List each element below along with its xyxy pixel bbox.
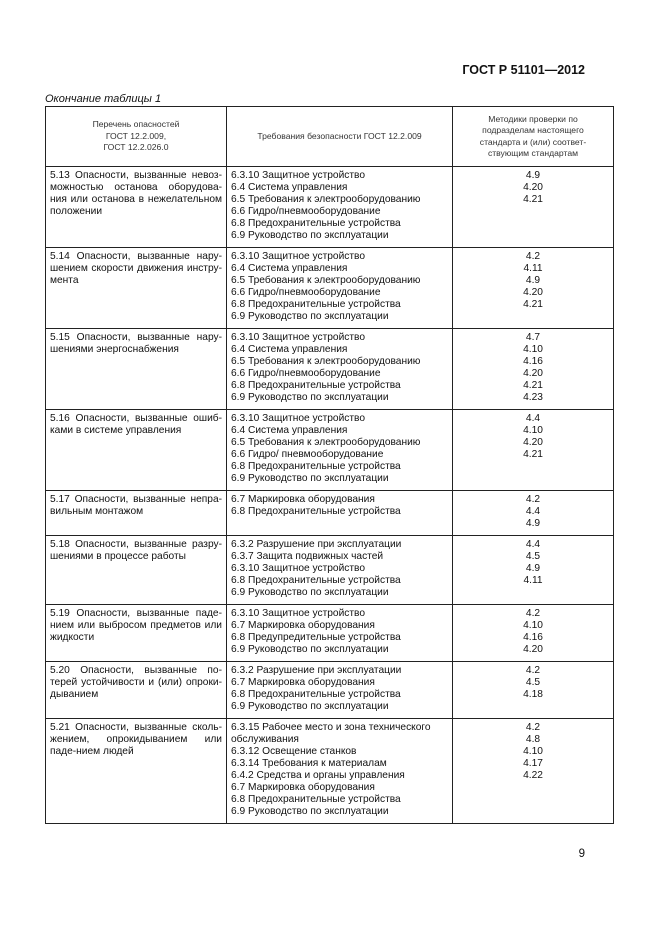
requirement-item: 6.3.10 Защитное устройство bbox=[231, 170, 365, 181]
requirement-item: 6.6 Гидро/пневмооборудование bbox=[231, 206, 381, 217]
method-ref: 4.8 bbox=[525, 734, 541, 745]
header-hazards-list bbox=[46, 107, 227, 167]
method-ref: 4.18 bbox=[523, 689, 543, 700]
methods-cell bbox=[453, 329, 614, 410]
methods-cell bbox=[453, 491, 614, 536]
requirement-item: 6.4 Система управления bbox=[231, 344, 348, 355]
requirement-item: 6.4 Система управления bbox=[231, 263, 348, 274]
requirement-item: 6.8 Предупредительные устройства bbox=[231, 632, 401, 643]
table-row bbox=[46, 329, 614, 410]
method-ref: 4.20 bbox=[523, 182, 543, 193]
requirement-item: 6.4.2 Средства и органы управления bbox=[231, 770, 405, 781]
hazard-text: 5.20 Опасности, вызванные по-терей устойчивости и (или) опроки-дыванием bbox=[50, 665, 222, 700]
table-caption: Окончание таблицы 1 bbox=[45, 93, 162, 105]
hazard-text: 5.14 Опасности, вызванные нару-шением скорости движения инстру-мента bbox=[50, 251, 222, 286]
requirements-cell bbox=[227, 536, 453, 605]
hazard-text: 5.15 Опасности, вызванные нару-шениями энергоснабжения bbox=[50, 332, 222, 355]
method-ref: 4.9 bbox=[525, 518, 541, 529]
methods-cell bbox=[453, 605, 614, 662]
table-row bbox=[46, 410, 614, 491]
header-test-methods bbox=[453, 107, 614, 167]
method-ref: 4.9 bbox=[525, 563, 541, 574]
header-line: подразделам настоящего bbox=[482, 125, 584, 136]
requirement-item: 6.7 Маркировка оборудования bbox=[231, 782, 375, 793]
requirement-item: 6.9 Руководство по эксплуатации bbox=[231, 311, 389, 322]
hazard-text: 5.17 Опасности, вызванные непра-вильным монтажом bbox=[50, 494, 222, 517]
method-ref: 4.10 bbox=[523, 746, 543, 757]
requirement-item: обслуживания bbox=[231, 734, 299, 745]
requirement-item: 6.3.10 Защитное устройство bbox=[231, 413, 365, 424]
hazard-text: 5.21 Опасности, вызванные сколь-жением, опрокидыванием или паде-нием людей bbox=[50, 722, 222, 757]
requirement-item: 6.8 Предохранительные устройства bbox=[231, 689, 401, 700]
requirement-item: 6.7 Маркировка оборудования bbox=[231, 677, 375, 688]
header-line: ГОСТ 12.2.009, bbox=[105, 130, 167, 141]
method-ref: 4.21 bbox=[523, 380, 543, 391]
hazard-cell bbox=[46, 719, 227, 824]
method-ref: 4.22 bbox=[523, 770, 543, 781]
method-ref: 4.17 bbox=[523, 758, 543, 769]
requirement-item: 6.8 Предохранительные устройства bbox=[231, 380, 401, 391]
requirements-cell bbox=[227, 167, 453, 248]
method-ref: 4.21 bbox=[523, 449, 543, 460]
method-ref: 4.2 bbox=[525, 494, 541, 505]
requirement-item: 6.3.2 Разрушение при эксплуатации bbox=[231, 539, 402, 550]
requirement-item: 6.3.10 Защитное устройство bbox=[231, 563, 365, 574]
method-ref: 4.2 bbox=[525, 608, 541, 619]
method-ref: 4.5 bbox=[525, 551, 541, 562]
requirement-item: 6.9 Руководство по эксплуатации bbox=[231, 806, 389, 817]
requirement-item: 6.9 Руководство по эксплуатации bbox=[231, 644, 389, 655]
requirement-item: 6.8 Предохранительные устройства bbox=[231, 506, 401, 517]
requirement-item: 6.4 Система управления bbox=[231, 182, 348, 193]
requirement-item: 6.3.14 Требования к материалам bbox=[231, 758, 387, 769]
requirement-item: 6.5 Требования к электрооборудованию bbox=[231, 437, 421, 448]
requirement-item: 6.5 Требования к электрооборудованию bbox=[231, 356, 421, 367]
requirements-cell bbox=[227, 662, 453, 719]
method-ref: 4.21 bbox=[523, 299, 543, 310]
requirement-item: 6.8 Предохранительные устройства bbox=[231, 218, 401, 229]
requirements-cell bbox=[227, 329, 453, 410]
requirement-item: 6.8 Предохранительные устройства bbox=[231, 794, 401, 805]
requirement-item: 6.3.15 Рабочее место и зона технического bbox=[231, 722, 431, 733]
table-row bbox=[46, 491, 614, 536]
method-ref: 4.2 bbox=[525, 722, 541, 733]
requirement-item: 6.3.12 Освещение станков bbox=[231, 746, 357, 757]
requirement-item: 6.3.2 Разрушение при эксплуатации bbox=[231, 665, 402, 676]
requirement-item: 6.9 Руководство по эксплуатации bbox=[231, 230, 389, 241]
method-ref: 4.20 bbox=[523, 644, 543, 655]
header-line: Методики проверки по bbox=[488, 113, 578, 124]
hazards-table bbox=[45, 106, 614, 824]
methods-cell bbox=[453, 167, 614, 248]
method-ref: 4.11 bbox=[523, 575, 543, 586]
hazard-cell bbox=[46, 410, 227, 491]
requirement-item: 6.9 Руководство по эксплуатации bbox=[231, 701, 389, 712]
hazard-cell bbox=[46, 536, 227, 605]
method-ref: 4.4 bbox=[525, 539, 541, 550]
requirement-item: 6.3.10 Защитное устройство bbox=[231, 332, 365, 343]
hazard-cell bbox=[46, 329, 227, 410]
requirement-item: 6.7 Маркировка оборудования bbox=[231, 620, 375, 631]
methods-cell bbox=[453, 719, 614, 824]
method-ref: 4.20 bbox=[523, 287, 543, 298]
requirement-item: 6.5 Требования к электрооборудованию bbox=[231, 275, 421, 286]
requirement-item: 6.8 Предохранительные устройства bbox=[231, 299, 401, 310]
method-ref: 4.23 bbox=[523, 392, 543, 403]
methods-cell bbox=[453, 410, 614, 491]
requirement-item: 6.3.10 Защитное устройство bbox=[231, 251, 365, 262]
method-ref: 4.9 bbox=[525, 275, 541, 286]
table-row bbox=[46, 248, 614, 329]
requirement-item: 6.6 Гидро/ пневмооборудование bbox=[231, 449, 384, 460]
method-ref: 4.16 bbox=[523, 632, 543, 643]
requirement-item: 6.7 Маркировка оборудования bbox=[231, 494, 375, 505]
method-ref: 4.20 bbox=[523, 368, 543, 379]
hazard-text: 5.18 Опасности, вызванные разру-шениями в процессе работы bbox=[50, 539, 222, 562]
method-ref: 4.11 bbox=[523, 263, 543, 274]
hazard-cell bbox=[46, 491, 227, 536]
requirement-item: 6.3.7 Защита подвижных частей bbox=[231, 551, 384, 562]
requirements-cell bbox=[227, 491, 453, 536]
hazard-cell bbox=[46, 605, 227, 662]
hazard-cell bbox=[46, 248, 227, 329]
method-ref: 4.10 bbox=[523, 425, 543, 436]
table-row bbox=[46, 662, 614, 719]
method-ref: 4.4 bbox=[525, 413, 541, 424]
requirement-item: 6.6 Гидро/пневмооборудование bbox=[231, 368, 381, 379]
table-row bbox=[46, 605, 614, 662]
hazard-cell bbox=[46, 662, 227, 719]
hazard-text: 5.13 Опасности, вызванные невоз-можностью останова оборудова-ния или останова в нежелательном положении bbox=[50, 170, 222, 217]
requirements-cell bbox=[227, 410, 453, 491]
header-line: стандарта и (или) соответ- bbox=[479, 136, 587, 147]
table-header-row bbox=[46, 107, 614, 167]
table-row bbox=[46, 167, 614, 248]
table-row bbox=[46, 536, 614, 605]
header-line: ствующим стандартам bbox=[487, 147, 579, 158]
header-safety-requirements bbox=[227, 107, 453, 167]
header-line: ГОСТ 12.2.026.0 bbox=[103, 142, 169, 153]
page-number: 9 bbox=[578, 848, 585, 860]
method-ref: 4.10 bbox=[523, 620, 543, 631]
method-ref: 4.21 bbox=[523, 194, 543, 205]
requirements-cell bbox=[227, 719, 453, 824]
method-ref: 4.7 bbox=[525, 332, 541, 343]
requirement-item: 6.9 Руководство по эксплуатации bbox=[231, 392, 389, 403]
requirement-item: 6.9 Руководство по эксплуатации bbox=[231, 587, 389, 598]
table-row bbox=[46, 719, 614, 824]
method-ref: 4.10 bbox=[523, 344, 543, 355]
requirements-cell bbox=[227, 248, 453, 329]
requirement-item: 6.6 Гидро/пневмооборудование bbox=[231, 287, 381, 298]
hazard-text: 5.16 Опасности, вызванные ошиб-ками в системе управления bbox=[50, 413, 222, 436]
hazard-cell bbox=[46, 167, 227, 248]
method-ref: 4.20 bbox=[523, 437, 543, 448]
method-ref: 4.4 bbox=[525, 506, 541, 517]
method-ref: 4.9 bbox=[525, 170, 541, 181]
methods-cell bbox=[453, 248, 614, 329]
requirement-item: 6.3.10 Защитное устройство bbox=[231, 608, 365, 619]
methods-cell bbox=[453, 536, 614, 605]
document-code: ГОСТ Р 51101—2012 bbox=[462, 63, 585, 77]
method-ref: 4.5 bbox=[525, 677, 541, 688]
requirements-cell bbox=[227, 605, 453, 662]
method-ref: 4.2 bbox=[525, 251, 541, 262]
requirement-item: 6.4 Система управления bbox=[231, 425, 348, 436]
requirement-item: 6.8 Предохранительные устройства bbox=[231, 461, 401, 472]
header-line: Перечень опасностей bbox=[92, 119, 180, 130]
header-line: Требования безопасности ГОСТ 12.2.009 bbox=[257, 130, 422, 141]
method-ref: 4.16 bbox=[523, 356, 543, 367]
methods-cell bbox=[453, 662, 614, 719]
requirement-item: 6.9 Руководство по эксплуатации bbox=[231, 473, 389, 484]
method-ref: 4.2 bbox=[525, 665, 541, 676]
requirement-item: 6.5 Требования к электрооборудованию bbox=[231, 194, 421, 205]
requirement-item: 6.8 Предохранительные устройства bbox=[231, 575, 401, 586]
hazard-text: 5.19 Опасности, вызванные паде-нием или выбросом предметов или жидкости bbox=[50, 608, 222, 643]
